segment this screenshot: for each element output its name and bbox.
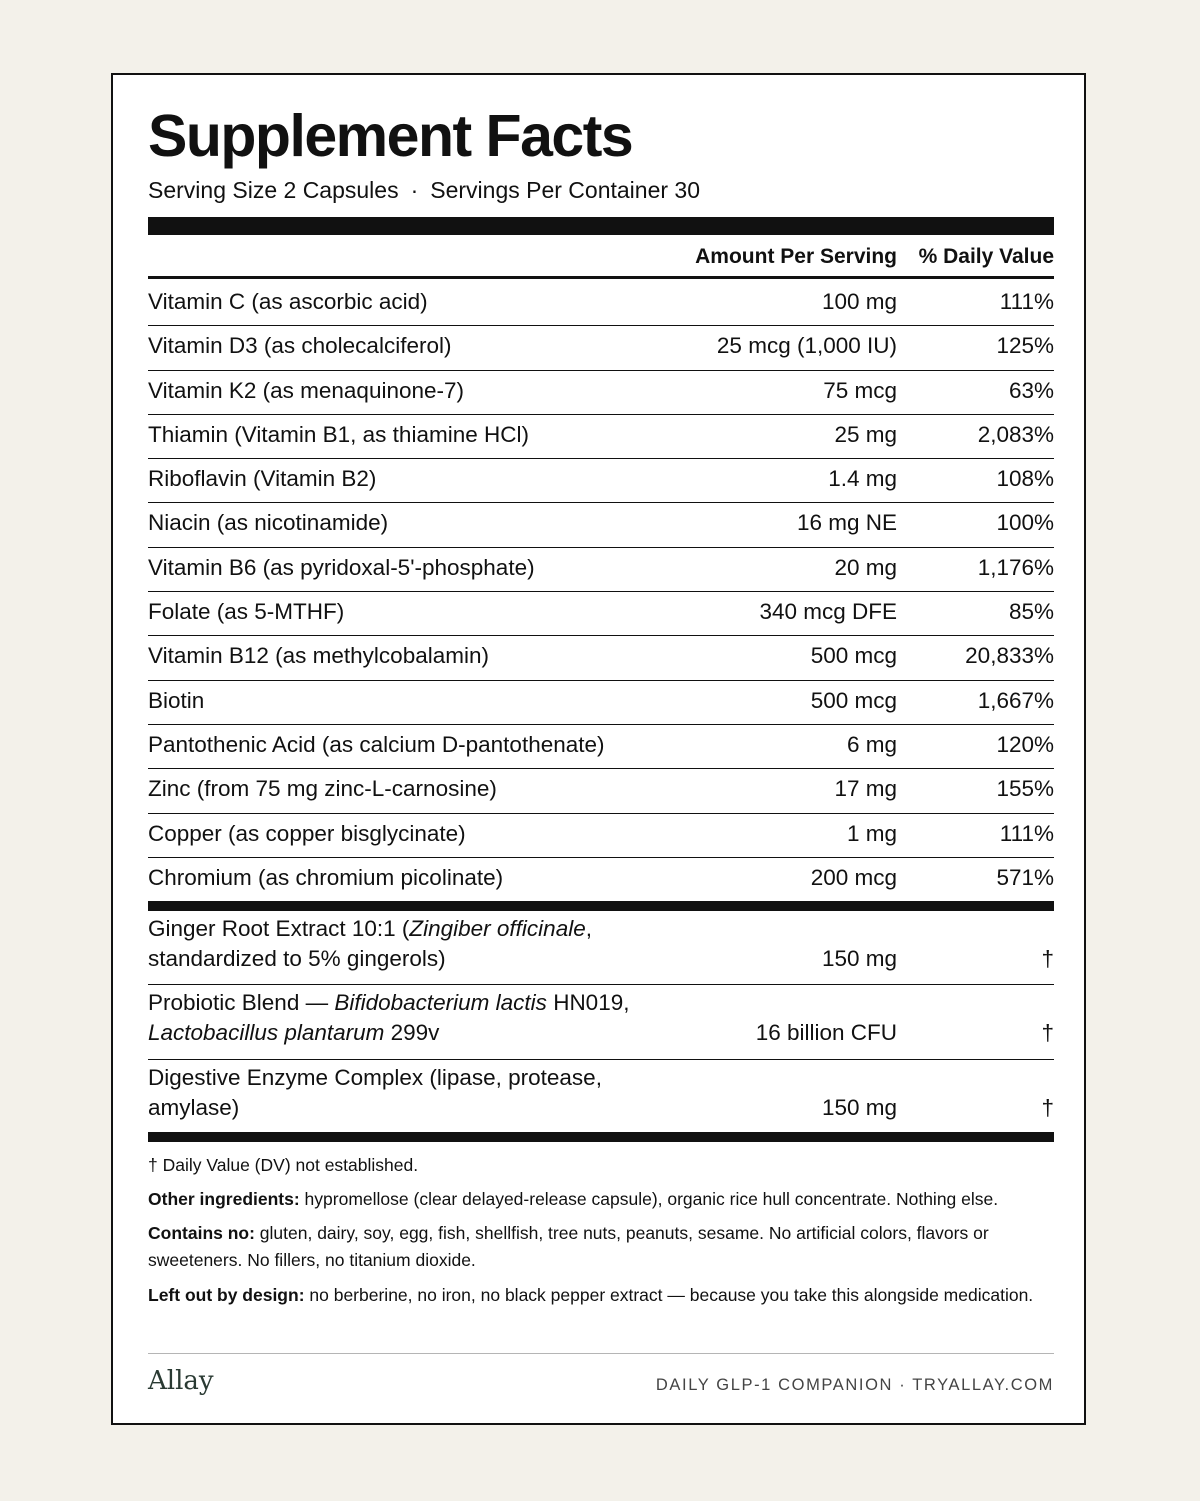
nutrient-daily-value: 63% [1008, 377, 1054, 403]
nutrient-daily-value: 120% [996, 731, 1054, 757]
label-title: Supplement Facts [148, 103, 633, 169]
blend-name-line1 [148, 916, 592, 942]
nutrient-row [148, 814, 1054, 858]
blend-name-prefix: Ginger Root Extract 10:1 ( [148, 916, 410, 941]
brand-logo: Allay [148, 1366, 214, 1396]
contains-no-note [148, 1220, 1054, 1274]
top-divider-bar [148, 217, 1054, 235]
nutrient-daily-value: 100% [996, 510, 1054, 536]
blend-name-suffix: HN019, [546, 990, 630, 1016]
nutrient-amount: 25 mg [834, 421, 897, 447]
nutrient-amount: 100 mg [821, 289, 897, 314]
left-out-label: Left out by design: [148, 1285, 305, 1305]
nutrient-amount: 500 mcg [810, 643, 897, 669]
nutrient-row [148, 681, 1054, 725]
nutrient-name: Pantothenic Acid (as calcium D-pantothenate) [148, 731, 605, 757]
supplement-facts-panel [111, 73, 1086, 1425]
blend-list [148, 911, 1054, 1134]
blend-amount: 16 billion CFU [755, 1020, 897, 1046]
blend-name-line2: amylase) [148, 1094, 240, 1120]
other-ingredients-text: hypromellose (clear delayed-release capsule), organic rice hull concentrate. Nothing else. [299, 1189, 999, 1209]
brand-tagline: DAILY GLP-1 COMPANION · TRYALLAY.COM [655, 1376, 1054, 1394]
blend-amount: 150 mg [821, 946, 897, 971]
blend-name-suffix: , [585, 916, 592, 941]
nutrient-row [148, 725, 1054, 769]
nutrient-amount: 1 mg [846, 820, 897, 846]
blend-name-species: Lactobacillus plantarum [148, 1020, 385, 1046]
left-out-note [148, 1282, 1054, 1309]
nutrient-name: Vitamin D3 (as cholecalciferol) [148, 333, 452, 359]
column-header-amount: Amount Per Serving [695, 245, 897, 268]
blend-daily-value: † [1041, 1094, 1054, 1120]
blend-row-probiotic [148, 985, 1054, 1059]
nutrient-daily-value: 2,083% [977, 421, 1054, 447]
serving-size: Serving Size 2 Capsules [148, 177, 399, 203]
nutrient-name: Vitamin B6 (as pyridoxal-5'-phosphate) [148, 554, 535, 580]
blend-row-ginger [148, 911, 1054, 985]
nutrient-row [148, 459, 1054, 503]
footer-divider [148, 1353, 1054, 1354]
nutrient-daily-value: 20,833% [965, 643, 1054, 669]
nutrient-daily-value: 108% [996, 466, 1054, 492]
nutrient-amount: 20 mg [834, 554, 897, 580]
nutrient-daily-value: 125% [996, 333, 1054, 359]
nutrient-amount: 200 mcg [810, 864, 897, 890]
blend-divider-bar [148, 901, 1054, 911]
blend-name-prefix: Probiotic Blend — [148, 990, 335, 1016]
nutrient-name: Zinc (from 75 mg zinc-L-carnosine) [148, 776, 497, 802]
nutrient-daily-value: 571% [996, 864, 1054, 890]
nutrient-amount: 6 mg [846, 731, 897, 757]
serving-separator: · [410, 177, 419, 203]
nutrient-name: Riboflavin (Vitamin B2) [148, 466, 377, 492]
nutrient-name: Chromium (as chromium picolinate) [148, 864, 504, 890]
nutrient-name: Thiamin (Vitamin B1, as thiamine HCl) [148, 421, 529, 447]
nutrient-daily-value: 111% [999, 289, 1054, 314]
blend-name-line2 [148, 1020, 439, 1046]
nutrient-daily-value: 1,667% [977, 687, 1054, 713]
nutrient-row [148, 548, 1054, 592]
nutrient-row [148, 858, 1054, 902]
nutrient-name: Copper (as copper bisglycinate) [148, 820, 466, 846]
nutrient-row [148, 282, 1054, 326]
notes-divider-bar [148, 1132, 1054, 1142]
nutrient-amount: 340 mcg DFE [759, 599, 897, 625]
blend-name-species: Zingiber officinale [409, 916, 586, 941]
nutrient-row [148, 371, 1054, 415]
contains-no-label: Contains no: [148, 1223, 255, 1243]
nutrient-name: Vitamin C (as ascorbic acid) [148, 289, 428, 314]
nutrient-name: Folate (as 5-MTHF) [148, 599, 345, 625]
dagger-note: † Daily Value (DV) not established. [148, 1155, 419, 1175]
nutrient-amount: 17 mg [834, 776, 897, 802]
nutrient-amount: 75 mcg [823, 377, 897, 403]
nutrient-row [148, 592, 1054, 636]
blend-name-line1: Digestive Enzyme Complex (lipase, protease, [148, 1064, 602, 1090]
other-ingredients-label: Other ingredients: [148, 1189, 300, 1209]
nutrient-name: Vitamin K2 (as menaquinone-7) [148, 377, 465, 403]
nutrient-amount: 500 mcg [810, 687, 897, 713]
nutrient-daily-value: 1,176% [977, 554, 1054, 580]
nutrient-daily-value: 111% [999, 820, 1054, 846]
column-header-row [148, 241, 1054, 279]
nutrient-list [148, 282, 1054, 902]
other-ingredients-note [148, 1186, 1054, 1213]
blend-row-enzyme [148, 1060, 1054, 1134]
nutrient-amount: 25 mcg (1,000 IU) [716, 333, 897, 359]
serving-info [148, 175, 700, 205]
nutrient-row [148, 636, 1054, 680]
contains-no-text: gluten, dairy, soy, egg, fish, shellfish, tree nuts, peanuts, sesame. No artificial colors, flavors or sweeteners. No fillers, no titanium dioxide. [148, 1223, 989, 1270]
nutrient-row [148, 326, 1054, 370]
column-header-daily-value: % Daily Value [918, 245, 1054, 268]
nutrient-daily-value: 155% [996, 776, 1054, 802]
left-out-text: no berberine, no iron, no black pepper extract — because you take this alongside medication. [304, 1285, 1034, 1305]
blend-name-line1 [148, 990, 629, 1016]
blend-name-suffix: 299v [384, 1020, 440, 1046]
nutrient-daily-value: 85% [1008, 599, 1054, 625]
nutrient-row [148, 503, 1054, 547]
nutrient-name: Niacin (as nicotinamide) [148, 510, 389, 536]
servings-per-container: Servings Per Container 30 [430, 177, 701, 203]
nutrient-amount: 16 mg NE [796, 510, 897, 536]
blend-daily-value: † [1041, 1020, 1054, 1046]
nutrient-row [148, 769, 1054, 813]
blend-daily-value: † [1041, 946, 1054, 971]
nutrient-amount: 1.4 mg [828, 466, 897, 492]
nutrient-name: Vitamin B12 (as methylcobalamin) [148, 643, 489, 669]
blend-amount: 150 mg [821, 1094, 897, 1120]
nutrient-row [148, 415, 1054, 459]
blend-name-species: Bifidobacterium lactis [334, 990, 547, 1016]
blend-name-line2: standardized to 5% gingerols) [148, 946, 446, 971]
nutrient-name: Biotin [148, 687, 205, 713]
